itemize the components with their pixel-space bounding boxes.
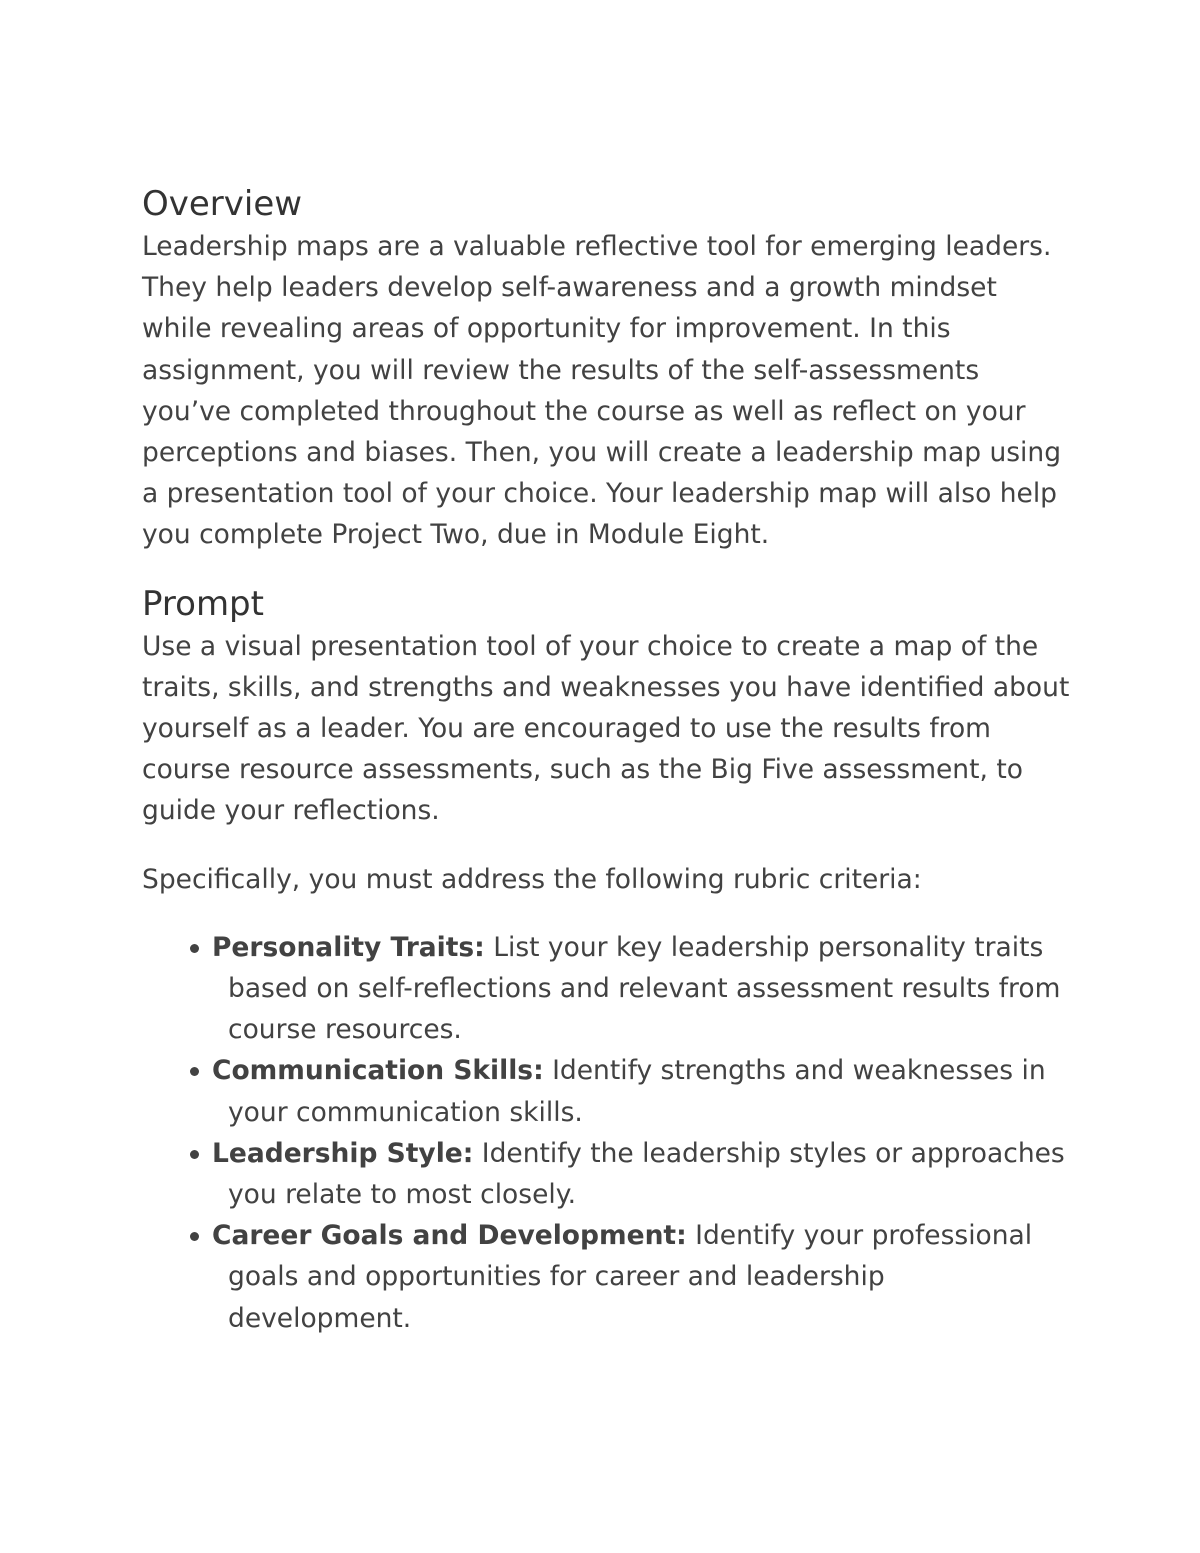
bullet-icon bbox=[190, 1067, 199, 1076]
prompt-heading: Prompt bbox=[142, 583, 264, 624]
bullet-icon bbox=[190, 1150, 199, 1159]
criterion-text: Identify your professional goals and opportunities for career and leadership development. bbox=[228, 1220, 1033, 1334]
criterion-term: Leadership Style: bbox=[212, 1137, 474, 1169]
document-page bbox=[142, 182, 1072, 1339]
criterion-term: Communication Skills: bbox=[212, 1055, 544, 1087]
overview-heading: Overview bbox=[142, 184, 303, 224]
criterion-term: Personality Traits: bbox=[212, 931, 485, 963]
criteria-intro: Specifically, you must address the following rubric criteria: bbox=[142, 863, 922, 895]
rubric-criteria-list bbox=[142, 927, 1072, 1339]
list-item bbox=[142, 1215, 1072, 1339]
list-item bbox=[142, 1133, 1072, 1215]
overview-paragraph: Leadership maps are a valuable reflective tool for emerging leaders. They help leaders develop self-awareness and a growth mindset while revealing areas of opportunity for improvement. In this assignment, you will review the results of the self-assessments you’ve completed throughout the course as well as reflect on your perceptions and biases. Then, you will create a leadership map using a presentation tool of your choice. Your leadership map will also help you complete Project Two, due in Module Eight. bbox=[142, 231, 1062, 551]
list-item bbox=[142, 1050, 1072, 1132]
list-item bbox=[142, 927, 1072, 1051]
criterion-text: List your key leadership personality traits based on self-reflections and relevant assessment results from course resources. bbox=[228, 931, 1061, 1046]
bullet-icon bbox=[190, 944, 199, 953]
criterion-text: Identify the leadership styles or approaches you relate to most closely. bbox=[228, 1137, 1065, 1211]
criterion-text: Identify strengths and weaknesses in your communication skills. bbox=[228, 1055, 1046, 1128]
bullet-icon bbox=[190, 1232, 199, 1241]
criterion-term: Career Goals and Development: bbox=[212, 1220, 687, 1252]
prompt-paragraph: Use a visual presentation tool of your choice to create a map of the traits, skills, and strengths and weaknesses you have identified about yourself as a leader. You are encouraged to use the results from course resource assessments, such as the Big Five assessment, to guide your reflections. bbox=[142, 630, 1070, 827]
